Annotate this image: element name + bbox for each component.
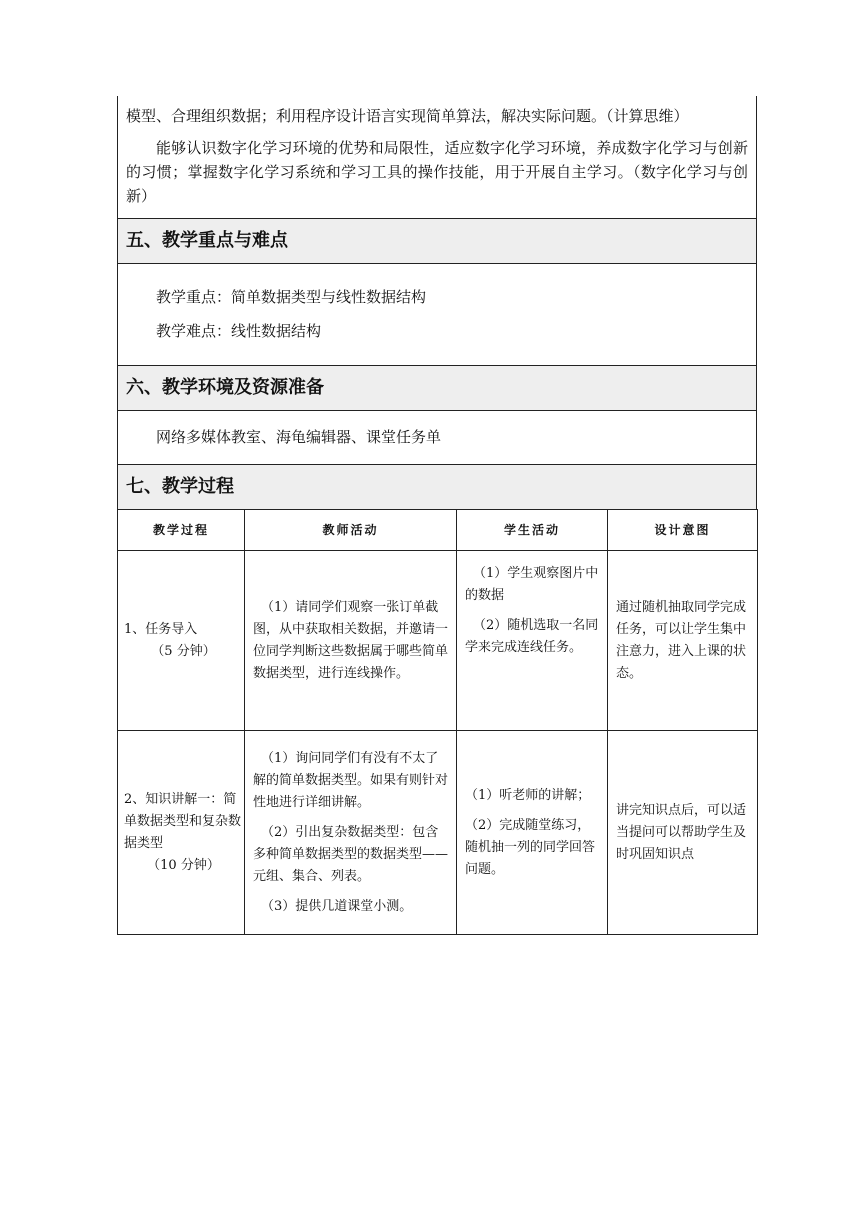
- header-teacher: 教师活动: [245, 510, 457, 551]
- section5-title: 五、教学重点与难点: [118, 218, 756, 263]
- teacher-cell: [245, 551, 457, 731]
- design-intent: 通过随机抽取同学完成任务，可以让学生集中注意力，进入上课的状态。: [616, 599, 747, 681]
- document-page: [117, 96, 757, 935]
- objectives-block: [118, 96, 756, 218]
- difficulty-text: 教学难点：线性数据结构: [156, 322, 322, 340]
- stage-title: 2、知识讲解一：简单数据类型和复杂数据类型: [124, 791, 242, 851]
- student-activity: （2）随机选取一名同学来完成连线任务。: [465, 618, 599, 655]
- section6-body: [118, 410, 756, 464]
- objective-digital-learning: 能够认识数字化学习环境的优势和局限性，适应数字化学习环境，养成数字化学习与创新的习惯；掌握数字化学习系统和学习工具的操作技能，用于开展自主学习。（数字化学习与创新）: [126, 139, 748, 205]
- stage-duration: （5 分钟）: [151, 643, 216, 659]
- teacher-cell: [245, 731, 457, 935]
- student-activity: （1）听老师的讲解；: [465, 787, 591, 803]
- teacher-activity: （3）提供几道课堂小测。: [261, 898, 413, 914]
- teacher-activity: （1）询问同学们有没有不太了解的简单数据类型。如果有则针对性地进行详细讲解。: [253, 750, 449, 810]
- objective-computational-thinking: 模型、合理组织数据；利用程序设计语言实现简单算法，解决实际问题。（计算思维）: [126, 107, 689, 125]
- table-row: [118, 551, 758, 731]
- stage-title: 1、任务导入: [124, 621, 198, 637]
- lesson-plan-frame: [117, 96, 757, 510]
- intent-cell: [608, 551, 758, 731]
- header-intent: 设计意图: [608, 510, 758, 551]
- stage-cell: [118, 731, 245, 935]
- table-row: [118, 731, 758, 935]
- section5-body: [118, 263, 756, 365]
- key-point-text: 教学重点：简单数据类型与线性数据结构: [156, 288, 427, 306]
- student-activity: （2）完成随堂练习，随机抽一列的同学回答问题。: [465, 817, 596, 877]
- section6-title: 六、教学环境及资源准备: [118, 365, 756, 410]
- section7-title: 七、教学过程: [118, 464, 756, 509]
- header-student: 学生活动: [457, 510, 608, 551]
- table-header-row: [118, 510, 758, 551]
- design-intent: 讲完知识点后，可以适当提问可以帮助学生及时巩固知识点: [616, 802, 747, 862]
- teaching-process-table: [117, 509, 758, 935]
- stage-duration: （10 分钟）: [147, 857, 220, 873]
- teacher-activity: （1）请同学们观察一张订单截图，从中获取相关数据，并邀请一位同学判断这些数据属于哪些简单数据类型，进行连线操作。: [253, 599, 449, 681]
- student-cell: [457, 731, 608, 935]
- resources-text: 网络多媒体教室、海龟编辑器、课堂任务单: [156, 428, 442, 446]
- intent-cell: [608, 731, 758, 935]
- stage-cell: [118, 551, 245, 731]
- teacher-activity: （2）引出复杂数据类型：包含多种简单数据类型的数据类型——元组、集合、列表。: [253, 824, 449, 884]
- header-stage: 教学过程: [118, 510, 245, 551]
- student-activity: （1）学生观察图片中的数据: [465, 566, 599, 603]
- student-cell: [457, 551, 608, 731]
